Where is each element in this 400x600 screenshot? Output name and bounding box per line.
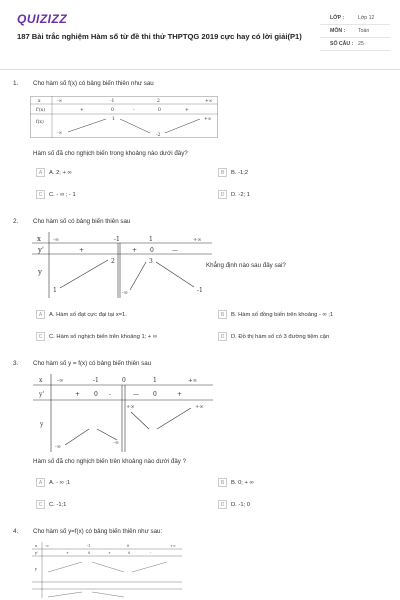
question-prompt: Khẳng định nào sau đây sai? xyxy=(206,262,286,269)
sign: 0 xyxy=(111,108,114,113)
x-value: -1 xyxy=(114,236,120,243)
increase-arrow xyxy=(165,119,200,133)
question-text: Cho hàm số y = f(x) có bảng biến thiên sau xyxy=(33,360,152,367)
sign: 0 xyxy=(88,551,91,555)
question-prompt: Hàm số đã cho nghịch biến trong khoảng nào dưới đây? xyxy=(33,150,188,157)
meta-row-class xyxy=(320,12,390,25)
row-label-function: y xyxy=(35,567,37,571)
option-text: C. Hàm số nghịch biến trên khoảng 1; + ∞ xyxy=(49,333,158,340)
sign: — xyxy=(133,391,139,398)
sign: + xyxy=(132,247,138,254)
question-text: Cho hàm số có bảng biến thiên sau xyxy=(33,218,131,225)
f-value: -2 xyxy=(156,133,161,138)
question-number: 4. xyxy=(13,528,19,535)
decrease-arrow xyxy=(131,412,149,429)
sign: - xyxy=(150,551,152,555)
sign: 0 xyxy=(128,551,131,555)
variation-table-4 xyxy=(32,542,182,598)
option-letter: C xyxy=(36,332,45,341)
option-text: A. 2; + ∞ xyxy=(49,169,72,176)
sign: + xyxy=(66,551,69,555)
row-label-function: y xyxy=(38,268,42,276)
sign: + xyxy=(185,108,189,113)
x-value: 2 xyxy=(157,99,160,104)
option-d[interactable] xyxy=(218,190,250,199)
increase-arrow xyxy=(48,592,82,597)
option-b[interactable] xyxy=(218,310,333,319)
x-value: -∞ xyxy=(53,237,59,243)
decrease-arrow xyxy=(97,429,117,440)
option-letter: A xyxy=(36,478,45,487)
sign: 0 xyxy=(94,391,98,398)
row-label-derivative: f'(x) xyxy=(36,108,45,113)
option-b[interactable] xyxy=(218,168,248,177)
sign: + xyxy=(177,391,183,398)
sign: 0 xyxy=(153,391,157,398)
option-text: B. Hàm số đồng biến trên khoảng - ∞ ;1 xyxy=(231,311,334,318)
meta-key: SỐ CÂU : xyxy=(330,41,354,47)
meta-row-count xyxy=(320,38,390,51)
meta-row-subject xyxy=(320,25,390,38)
decrease-arrow xyxy=(92,562,124,572)
x-value: +∞ xyxy=(205,99,213,104)
decrease-arrow xyxy=(120,119,150,133)
question-number: 1. xyxy=(13,80,19,87)
option-letter: C xyxy=(36,190,45,199)
increase-arrow xyxy=(60,260,108,288)
increase-arrow xyxy=(132,562,167,572)
option-a[interactable] xyxy=(36,310,127,319)
option-text: D. Đồ thị hàm số có 3 đường tiệm cận xyxy=(231,333,330,340)
increase-arrow xyxy=(48,562,82,572)
row-label-x: x xyxy=(39,377,43,384)
meta-value: 25 xyxy=(358,41,364,47)
y-value: -∞ xyxy=(113,440,119,446)
question-number: 2. xyxy=(13,218,19,225)
row-label-derivative: y' xyxy=(38,246,44,254)
f-value: +∞ xyxy=(204,117,212,122)
row-label-x: x xyxy=(37,235,41,243)
option-c[interactable] xyxy=(36,332,157,341)
option-a[interactable] xyxy=(36,478,70,487)
variation-table-1 xyxy=(30,96,218,138)
question-text: Cho hàm số y=f(x) có bảng biến thiên như sau: xyxy=(33,528,163,535)
sign: + xyxy=(108,551,111,555)
x-value: +∞ xyxy=(193,237,202,243)
y-value: -∞ xyxy=(55,444,61,450)
row-label-x: x xyxy=(38,99,41,104)
variation-table-2 xyxy=(32,232,212,298)
x-value: +∞ xyxy=(170,544,176,548)
meta-value: Toán xyxy=(358,28,370,34)
y-value: -1 xyxy=(197,287,203,294)
option-letter: D xyxy=(218,190,227,199)
option-c[interactable] xyxy=(36,190,76,199)
option-text: D. -1; 0 xyxy=(231,501,251,508)
y-value: 1 xyxy=(53,287,57,294)
option-letter: A xyxy=(36,310,45,319)
option-text: B. -1;2 xyxy=(231,169,249,176)
x-value: 1 xyxy=(153,377,157,384)
option-letter: B xyxy=(218,478,227,487)
x-value: -∞ xyxy=(45,544,50,548)
x-value: -∞ xyxy=(57,99,63,104)
option-text: C. - ∞ ; - 1 xyxy=(49,191,76,198)
variation-table-3 xyxy=(33,374,213,452)
option-letter: C xyxy=(36,500,45,509)
y-value: +∞ xyxy=(126,404,135,410)
row-label-x: x xyxy=(35,544,37,548)
x-value: +∞ xyxy=(188,378,198,384)
option-letter: A xyxy=(36,168,45,177)
sign: - xyxy=(109,391,112,398)
f-value: 1 xyxy=(112,117,115,122)
row-label-function: y xyxy=(40,421,44,428)
decrease-arrow xyxy=(92,592,124,597)
sign: + xyxy=(80,108,84,113)
x-value: 0 xyxy=(122,377,126,384)
increase-arrow xyxy=(130,262,146,290)
meta-key: LỚP : xyxy=(330,15,345,21)
page-header xyxy=(0,0,400,70)
option-letter: B xyxy=(218,310,227,319)
document-title: 187 Bài trắc nghiệm Hàm số từ đề thi thử THPTQG 2019 cực hay có lời giải(P1) xyxy=(17,32,302,41)
meta-key: MÔN : xyxy=(330,28,346,34)
f-value: -∞ xyxy=(57,131,63,136)
option-letter: D xyxy=(218,332,227,341)
row-label-derivative: y' xyxy=(39,391,45,398)
option-text: A. - ∞ ;1 xyxy=(49,479,71,486)
y-value: 3 xyxy=(149,258,153,265)
row-label-derivative: y' xyxy=(35,551,38,555)
option-text: A. Hàm số đạt cực đại tại x=1. xyxy=(49,311,127,318)
option-text: D. -2; 1 xyxy=(231,191,251,198)
increase-arrow xyxy=(68,119,106,132)
option-a[interactable] xyxy=(36,168,72,177)
increase-arrow xyxy=(157,408,191,429)
question-text: Cho hàm số f(x) có bảng biến thiên như sau xyxy=(33,80,154,87)
sign: - xyxy=(133,108,135,113)
decrease-arrow xyxy=(156,262,194,287)
x-value: 0 xyxy=(127,544,130,548)
x-value: -1 xyxy=(93,377,99,384)
sign: — xyxy=(172,247,178,254)
option-c[interactable] xyxy=(36,500,66,509)
row-label-function: f(x) xyxy=(36,120,44,125)
x-value: -1 xyxy=(110,99,115,104)
x-value: -1 xyxy=(87,544,91,548)
sign: 0 xyxy=(158,108,161,113)
option-b[interactable] xyxy=(218,478,254,487)
option-d[interactable] xyxy=(218,500,250,509)
option-d[interactable] xyxy=(218,332,329,341)
y-value: -∞ xyxy=(122,290,128,296)
question-number: 3. xyxy=(13,360,19,367)
question-prompt: Hàm số đã cho nghịch biến trên khoảng nào dưới đây ? xyxy=(33,458,187,465)
y-value: 2 xyxy=(111,258,115,265)
option-letter: D xyxy=(218,500,227,509)
increase-arrow xyxy=(65,429,89,445)
option-text: B. 0; + ∞ xyxy=(231,479,254,486)
sign: + xyxy=(79,247,85,254)
meta-box xyxy=(320,12,390,51)
sign: 0 xyxy=(150,247,154,254)
y-value: +∞ xyxy=(195,404,204,410)
x-value: 1 xyxy=(149,236,153,243)
option-text: C. -1;1 xyxy=(49,501,67,508)
quizizz-logo: QUIZIZZ xyxy=(17,12,68,26)
sign: + xyxy=(75,391,81,398)
x-value: -∞ xyxy=(57,378,64,384)
meta-value: Lớp 12 xyxy=(358,15,375,21)
option-letter: B xyxy=(218,168,227,177)
